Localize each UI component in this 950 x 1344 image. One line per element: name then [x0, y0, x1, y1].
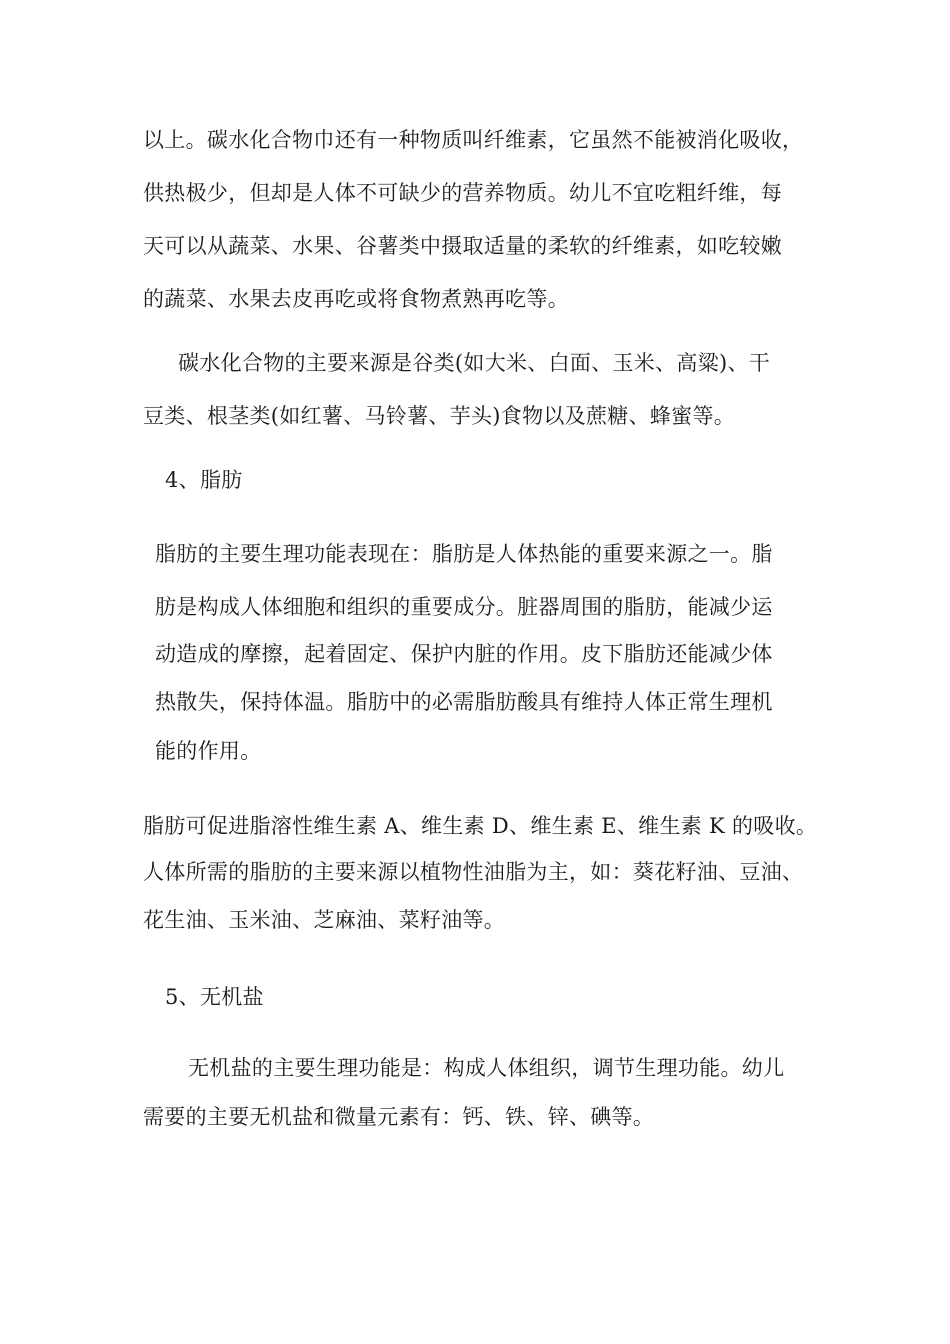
minerals-line-2: 需要的主要无机盐和微量元素有：钙、铁、锌、碘等。 — [143, 1105, 655, 1129]
carb-fiber-line-1: 以上。碳水化合物巾还有一种物质叫纤维素，它虽然不能被消化吸收， — [143, 128, 804, 152]
fat-function-line-3: 动造成的摩擦，起着固定、保护内脏的作用。皮下脂肪还能减少体 — [155, 642, 773, 666]
carb-fiber-line-4: 的蔬菜、水果去皮再吃或将食物煮熟再吃等。 — [143, 287, 569, 311]
fat-function-line-2: 肪是构成人体细胞和组织的重要成分。脏器周围的脂肪，能减少运 — [155, 595, 773, 619]
fat-function-line-5: 能的作用。 — [155, 739, 262, 763]
section-heading-minerals: 5、无机盐 — [165, 985, 264, 1009]
carb-source-line-1: 碳水化合物的主要来源是谷类(如大米、白面、玉米、高粱)、干 — [178, 351, 771, 375]
fat-function-line-4: 热散失，保持体温。脂肪中的必需脂肪酸具有维持人体正常生理机 — [155, 690, 773, 714]
carb-fiber-line-3: 天可以从蔬菜、水果、谷薯类中摄取适量的柔软的纤维素，如吃较嫩 — [143, 234, 782, 258]
fat-vitamin-line-3: 花生油、玉米油、芝麻油、菜籽油等。 — [143, 908, 506, 932]
carb-source-line-2: 豆类、根茎类(如红薯、马铃薯、芋头)食物以及蔗糖、蜂蜜等。 — [143, 404, 736, 428]
section-heading-fat: 4、脂肪 — [165, 468, 243, 492]
fat-vitamin-line-2: 人体所需的脂肪的主要来源以植物性油脂为主，如：葵花籽油、豆油、 — [143, 860, 804, 884]
carb-fiber-line-2: 供热极少，但却是人体不可缺少的营养物质。幼儿不宜吃粗纤维，每 — [143, 181, 782, 205]
fat-vitamin-line-1: 脂肪可促进脂溶性维生素 A、维生素 D、维生素 E、维生素 K 的吸收。 — [143, 814, 818, 838]
fat-function-line-1: 脂肪的主要生理功能表现在：脂肪是人体热能的重要来源之一。脂 — [155, 542, 773, 566]
minerals-line-1: 无机盐的主要生理功能是：构成人体组织，调节生理功能。幼儿 — [188, 1056, 785, 1080]
